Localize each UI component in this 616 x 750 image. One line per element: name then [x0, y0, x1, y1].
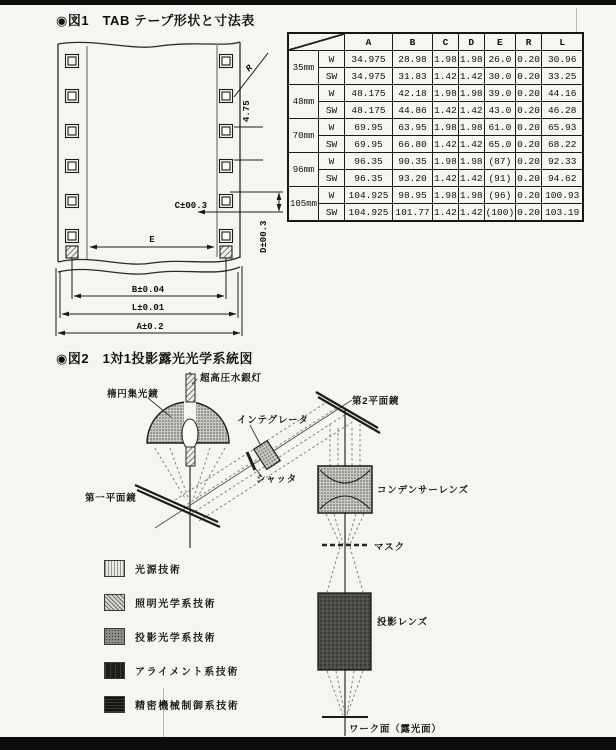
dimension-value-cell: 104.925 — [345, 187, 393, 204]
dimension-value-cell: 1.98 — [433, 85, 459, 102]
row-type-cell: SW — [319, 170, 345, 187]
dimension-value-cell: 66.80 — [393, 136, 433, 153]
dimension-value-cell: 33.25 — [541, 68, 583, 85]
row-type-cell: W — [319, 85, 345, 102]
dimension-value-cell: 0.20 — [516, 68, 542, 85]
dimension-value-cell: 0.20 — [516, 136, 542, 153]
dimension-value-cell: 30.0 — [484, 68, 516, 85]
dimension-value-cell: 1.42 — [433, 136, 459, 153]
dimension-value-cell: 1.42 — [433, 204, 459, 222]
label-d-dim: D±00.3 — [259, 220, 269, 253]
dimension-value-cell: 1.98 — [433, 153, 459, 170]
dimension-value-cell: 34.975 — [345, 68, 393, 85]
dimension-value-cell: 1.42 — [458, 68, 484, 85]
dimension-value-cell: 104.925 — [345, 204, 393, 222]
table-row — [288, 136, 583, 153]
dimension-table-body — [288, 51, 583, 222]
label-a-dim: A±0.2 — [136, 322, 164, 332]
legend-label: 精密機械制御系技術 — [135, 700, 240, 712]
dimension-value-cell: 44.86 — [393, 102, 433, 119]
dimension-value-cell: 101.77 — [393, 204, 433, 222]
legend-item — [104, 560, 239, 576]
legend-swatch-hatch-icon — [104, 594, 125, 611]
dimension-value-cell: 93.20 — [393, 170, 433, 187]
column-header: C — [433, 33, 459, 51]
label-shutter: シャッタ — [256, 474, 298, 485]
dimension-value-cell: 1.98 — [458, 119, 484, 136]
dimension-value-cell: 0.20 — [516, 187, 542, 204]
table-corner-cell — [288, 33, 345, 51]
legend-label: 照明光学系技術 — [135, 598, 217, 610]
dimension-value-cell: 1.98 — [458, 85, 484, 102]
legend-swatch-dark-icon — [104, 662, 125, 679]
dimension-value-cell: 1.98 — [433, 51, 459, 68]
label-radius: R — [244, 63, 255, 75]
projection-lens-shape — [318, 593, 371, 670]
label-b-dim: B±0.04 — [131, 285, 165, 295]
label-hole-pitch: 4.75 — [242, 100, 252, 122]
legend-item — [104, 594, 239, 610]
dimension-value-cell: 0.20 — [516, 51, 542, 68]
column-header: E — [484, 33, 516, 51]
label-second-plane-mirror: 第2平面鏡 — [352, 396, 400, 407]
dimension-value-cell: 44.16 — [541, 85, 583, 102]
column-header: A — [345, 33, 393, 51]
row-type-cell: W — [319, 51, 345, 68]
dimension-lines — [56, 53, 283, 336]
row-type-cell: SW — [319, 68, 345, 85]
tape-diagram — [56, 42, 283, 336]
dimension-value-cell: 69.95 — [345, 119, 393, 136]
label-e-dim: E — [149, 235, 155, 245]
label-integrator: インテグレータ — [237, 415, 309, 426]
dimension-value-cell: 43.0 — [484, 102, 516, 119]
dimension-value-cell: 1.42 — [433, 102, 459, 119]
dimension-value-cell: 28.98 — [393, 51, 433, 68]
dimension-value-cell: 0.20 — [516, 119, 542, 136]
label-c-dim: C±00.3 — [174, 201, 207, 211]
dimension-value-cell: 0.20 — [516, 204, 542, 222]
dimension-value-cell: 1.42 — [458, 204, 484, 222]
column-header: R — [516, 33, 542, 51]
sprocket-holes — [66, 55, 233, 259]
tape-inner-edges — [87, 44, 217, 259]
dimension-value-cell: 63.95 — [393, 119, 433, 136]
dimension-value-cell: 1.42 — [458, 102, 484, 119]
dimension-value-cell: 48.175 — [345, 102, 393, 119]
dimension-value-cell: 96.35 — [345, 153, 393, 170]
dimension-value-cell: 69.95 — [345, 136, 393, 153]
condenser-lens-shape — [318, 466, 372, 513]
tape-size-cell: 35mm — [288, 51, 319, 85]
dimension-value-cell: 1.42 — [433, 68, 459, 85]
integrator-shape — [254, 441, 280, 470]
dimension-value-cell: 46.28 — [541, 102, 583, 119]
dimension-value-cell: 100.93 — [541, 187, 583, 204]
dimension-value-cell: (91) — [484, 170, 516, 187]
legend-label: 光源技術 — [135, 564, 182, 576]
dimension-value-cell: 39.0 — [484, 85, 516, 102]
dimension-table — [287, 32, 584, 222]
legend-swatch-light-dots-icon — [104, 560, 125, 577]
column-header: D — [458, 33, 484, 51]
row-type-cell: SW — [319, 204, 345, 222]
dimension-value-cell: 1.98 — [458, 153, 484, 170]
legend — [104, 560, 239, 730]
legend-item — [104, 662, 239, 678]
dimension-value-cell: 65.93 — [541, 119, 583, 136]
dimension-value-cell: 98.95 — [393, 187, 433, 204]
dimension-value-cell: 34.975 — [345, 51, 393, 68]
column-header: B — [393, 33, 433, 51]
table-row — [288, 153, 583, 170]
first-plane-mirror-shape — [135, 485, 220, 527]
label-elliptical-mirror: 楕円集光鏡 — [107, 389, 159, 400]
tape-size-cell: 48mm — [288, 85, 319, 119]
dimension-value-cell: 65.0 — [484, 136, 516, 153]
legend-item — [104, 628, 239, 644]
dimension-value-cell: 94.62 — [541, 170, 583, 187]
dimension-value-cell: 1.98 — [458, 51, 484, 68]
row-type-cell: W — [319, 153, 345, 170]
legend-label: 投影光学系技術 — [135, 632, 217, 644]
row-type-cell: W — [319, 187, 345, 204]
table-row — [288, 119, 583, 136]
dimension-value-cell: 0.20 — [516, 102, 542, 119]
dimension-value-cell: (100) — [484, 204, 516, 222]
legend-item — [104, 696, 239, 712]
dimension-value-cell: 1.42 — [458, 136, 484, 153]
dimension-value-cell: 42.18 — [393, 85, 433, 102]
tape-size-cell: 70mm — [288, 119, 319, 153]
dimension-value-cell: 26.0 — [484, 51, 516, 68]
row-type-cell: SW — [319, 136, 345, 153]
dimension-value-cell: 68.22 — [541, 136, 583, 153]
dimension-value-cell: 48.175 — [345, 85, 393, 102]
table-row — [288, 102, 583, 119]
dimension-value-cell: 0.20 — [516, 153, 542, 170]
label-mercury-lamp: 超高圧水銀灯 — [200, 373, 262, 384]
dimension-value-cell: 1.98 — [433, 119, 459, 136]
row-type-cell: SW — [319, 102, 345, 119]
label-mask: マスク — [374, 542, 405, 553]
legend-swatch-dense-dots-icon — [104, 628, 125, 645]
table-row — [288, 85, 583, 102]
table-row — [288, 204, 583, 222]
table-row — [288, 170, 583, 187]
dimension-value-cell: 92.33 — [541, 153, 583, 170]
label-work-plane: ワーク面（露光面） — [349, 724, 442, 735]
dimension-table-header-row — [288, 33, 583, 51]
label-projection-lens: 投影レンズ — [377, 617, 428, 628]
dimension-value-cell: 61.0 — [484, 119, 516, 136]
dimension-value-cell: (96) — [484, 187, 516, 204]
dimension-value-cell: 96.35 — [345, 170, 393, 187]
table-row — [288, 51, 583, 68]
dimension-value-cell: 0.20 — [516, 85, 542, 102]
table-row — [288, 187, 583, 204]
row-type-cell: W — [319, 119, 345, 136]
column-header: L — [541, 33, 583, 51]
tape-size-cell: 96mm — [288, 153, 319, 187]
label-l-dim: L±0.01 — [131, 303, 165, 313]
dimension-value-cell: (87) — [484, 153, 516, 170]
legend-swatch-grid-dark-icon — [104, 696, 125, 713]
dimension-value-cell: 1.42 — [458, 170, 484, 187]
dimension-value-cell: 90.35 — [393, 153, 433, 170]
dimension-value-cell: 31.83 — [393, 68, 433, 85]
figure1-title: ◉図1 TAB テープ形状と寸法表 — [56, 13, 255, 28]
label-first-plane-mirror: 第一平面鏡 — [85, 493, 137, 504]
label-condenser-lens: コンデンサーレンズ — [377, 485, 469, 496]
table-row — [288, 68, 583, 85]
figure2-title: ◉図2 1対1投影露光光学系統図 — [56, 351, 254, 366]
tape-size-cell: 105mm — [288, 187, 319, 222]
dimension-value-cell: 0.20 — [516, 170, 542, 187]
dimension-value-cell: 1.42 — [433, 170, 459, 187]
dimension-value-cell: 1.98 — [433, 187, 459, 204]
dimension-value-cell: 30.96 — [541, 51, 583, 68]
dimension-value-cell: 103.19 — [541, 204, 583, 222]
dimension-value-cell: 1.98 — [458, 187, 484, 204]
legend-label: アライメント系技術 — [135, 666, 239, 678]
